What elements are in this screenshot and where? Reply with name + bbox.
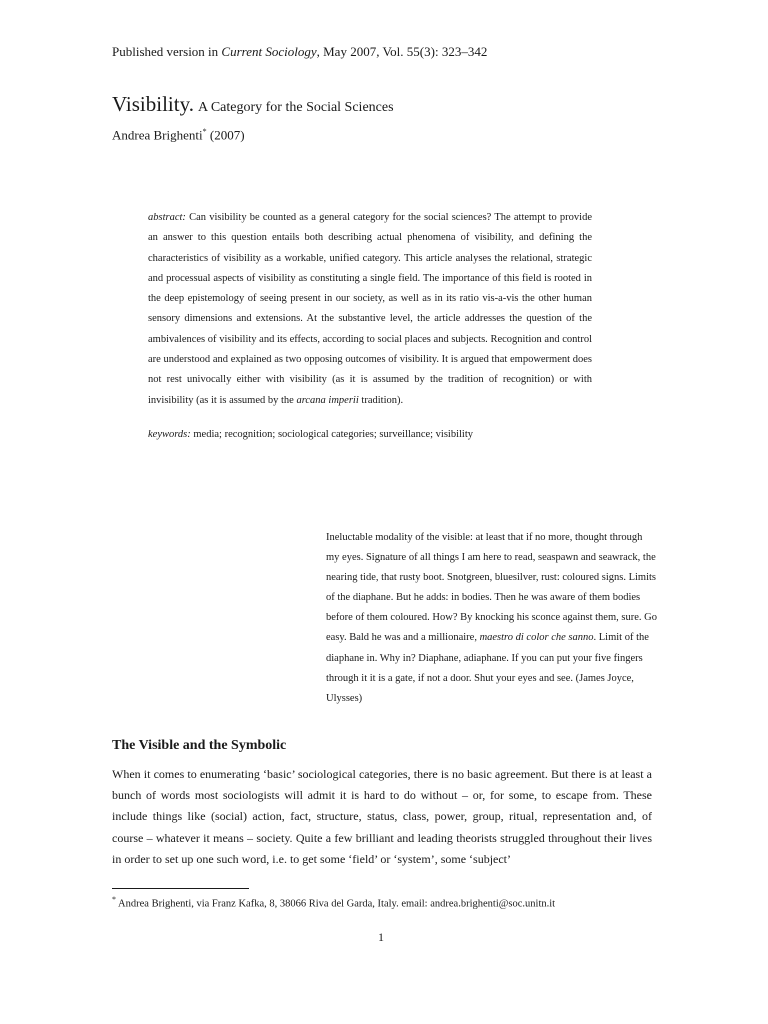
author-footnote-marker: * [202,127,207,136]
epigraph-text-end: . Limit of the diaphane in. Why in? Diaphane, adiaphane. If you can put your five fingers through it it is a gate, if not a door. Shut your eyes and see. (James Joyce, Ulysses) [326,632,649,704]
paper-title [112,92,394,117]
keywords-label: keywords: [148,429,191,440]
section-heading: The Visible and the Symbolic [112,738,287,753]
abstract-text-end: tradition). [358,394,404,406]
abstract [148,208,592,411]
author-year: (2007) [209,127,245,143]
author-line [112,127,245,143]
epigraph [326,528,658,709]
author-name: Andrea Brighenti [112,127,203,143]
body-paragraph: When it comes to enumerating ‘basic’ sociological categories, there is no basic agreement. But there is at least a bunch of words most sociologists will admit it is hard to do without – or, for some, to escape from. These include things like (social) action, fact, structure, status, class, power, group, ritual, representation and, of course – whatever it means – society. Quite a few brilliant and leading theorists struggled throughout their lives in order to set up one such word, i.e. to get some ‘field’ or ‘system’, some ‘subject’ [112,767,652,866]
footnote [112,895,555,910]
keywords-text: media; recognition; sociological categories; surveillance; visibility [190,429,474,440]
keywords [148,429,473,440]
abstract-text: Can visibility be counted as a general category for the social sciences? The attempt to provide an answer to this question entails both describing actual phenomena of visibility, and defining the characteristics of visibility as a workable, unified category. This article analyses the relational, strategic and processual aspects of visibility as constituting a single field. The importance of this field is rooted in the deep epistemology of seeing present in our society, as well as in its ratio vis-a-vis the other human sensory dimensions and extensions. At the substantive level, the article addresses the question of the ambivalences of visibility and its effects, according to social places and subjects. Recognition and control are understood and explained as two opposing outcomes of visibility. It is argued that empowerment does not rest univocally either with visibility (as it is assumed by the tradition of recognition) or with invisibility (as it is assumed by the [148,212,592,406]
title-subtitle: A Category for the Social Sciences [197,100,394,115]
journal-name: Current Sociology [221,44,317,59]
pub-suffix: , May 2007, Vol. 55(3): 323–342 [316,44,488,59]
epigraph-italic: maestro di color che sanno [479,632,594,644]
page-number: 1 [378,930,384,944]
abstract-label: abstract: [148,212,186,223]
footnote-marker: * [112,895,116,904]
footnote-divider [112,888,249,889]
footnote-text: Andrea Brighenti, via Franz Kafka, 8, 38066 Riva del Garda, Italy. email: andrea.brighenti@soc.unitn.it [116,898,556,910]
publication-line [112,44,487,60]
epigraph-text: Ineluctable modality of the visible: at least that if no more, thought through my eyes. Signature of all things I am here to read, seaspawn and seawrack, the nearing tide, that rusty boot. Snotgreen, bluesilver, rust: coloured signs. Limits of the diaphane. But he adds: in bodies. Then he was aware of them bodies before of them coloured. How? By knocking his sconce against them, sure. Go easy. Bald he was and a millionaire, [326,532,657,644]
abstract-italic-term: arcana imperii [296,394,359,406]
title-main: Visibility. [112,92,194,116]
pub-prefix: Published version in [112,44,222,59]
